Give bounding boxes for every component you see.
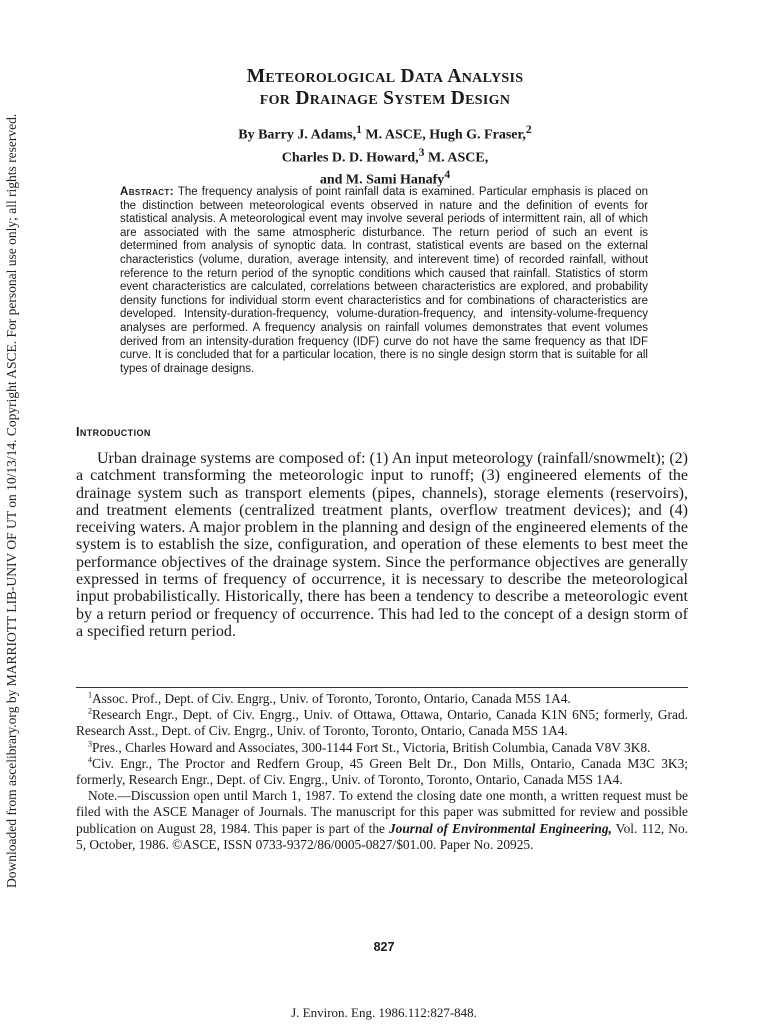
- footnote-3: $^3$Pres., Charles Howard and Associates, 300-1144 Fort St., Victoria, British Columbia, Canada V8V 3K8.: [88, 739, 651, 755]
- author-line-2: Charles D. D. Howard,$^3$ M. ASCE,: [281, 145, 489, 166]
- abstract-label: Abstract:: [120, 186, 174, 198]
- footnote-2: $^2$Research Engr., Dept. of Civ. Engrg., Univ. of Ottawa, Ottawa, Ontario, Canada K1N 6N5; formerly, Grad. Research Asst., Dept. of Civ. Engrg., Univ. of Toronto, Toronto, Ontario, Canada M5S 1A4.: [76, 706, 688, 739]
- title-line-2: for Drainage System Design: [259, 88, 511, 109]
- page-number: 827: [373, 940, 395, 954]
- introduction-heading: Introduction: [76, 425, 151, 439]
- download-watermark: Downloaded from ascelibrary.org by MARRIOTT LIB-UNIV OF UT on 10/13/14. Copyright ASCE. For personal use only; all rights reserved.: [4, 113, 19, 888]
- discussion-note: Note.—Discussion open until March 1, 1987. To extend the closing date one month, a written request must be filed with the ASCE Manager of Journals. The manuscript for this paper was submitted for review and possible publication on August 28, 1984. This paper is part of the Journal of Environmental Engineering, Vol. 112, No. 5, October, 1986. ©ASCE, ISSN 0733-9372/86/0005-0827/$01.00. Paper No. 20925.: [76, 788, 688, 852]
- abstract: [120, 186, 648, 376]
- abstract-text: The frequency analysis of point rainfall data is examined. Particular emphasis is placed on the distinction between meteorological events observed in nature and the definition of events for statistical analysis. A meteorological event may involve several periods of intermittent rain, all of which are associated with the same atmospheric disturbance. The return period of such an event is determined from analysis of synoptic data. In contrast, statistical events are based on the external characteristics (volume, duration, average intensity, and interevent time) of recorded rainfall, without reference to the return period of the synoptic conditions which caused that rainfall. Statistics of storm event characteristics are calculated, correlations between characteristics are explored, and probability density functions for individual storm event characteristics and for combinations of characteristics are developed. Intensity-duration-frequency, volume-duration-frequency, and intensity-volume-frequency analyses are performed. A frequency analysis on rainfall volumes demonstrates that event volumes derived from an intensity-duration frequency (IDF) curve do not have the same frequency as that IDF curve. It is concluded that for a particular location, there is no single design storm that is suitable for all types of drainage designs.: [120, 186, 648, 375]
- footnotes: [76, 691, 688, 853]
- footnote-1: $^1$Assoc. Prof., Dept. of Civ. Engrg., Univ. of Toronto, Toronto, Ontario, Canada M5S 1A4.: [88, 690, 571, 706]
- author-line-1: By Barry J. Adams,$^1$ M. ASCE, Hugh G. Fraser,$^2$: [238, 123, 532, 143]
- citation-footer: J. Environ. Eng. 1986.112:827-848.: [291, 1005, 477, 1020]
- introduction-paragraph: Urban drainage systems are composed of: (1) An input meteorology (rainfall/snowmelt); (2) a catchment transforming the meteorologic input to runoff; (3) engineered elements of the drainage system such as transport elements (pipes, channels), storage elements (reservoirs), and treatment elements (centralized treatment plants, overflow treatment devices); and (4) receiving waters. A major problem in the planning and design of the engineered elements of the system is to establish the size, configuration, and operation of these elements to best meet the performance objectives of the drainage system. Since the performance objectives are generally expressed in terms of frequency of occurrence, it is necessary to describe the meteorological input probabilistically. Historically, there has been a tendency to describe a meteorologic event by a return period or frequency of occurrence. This had led to the concept of a design storm of a specified return period.: [76, 450, 688, 640]
- footnote-divider: [76, 687, 688, 688]
- footnote-4: $^4$Civ. Engr., The Proctor and Redfern Group, 45 Green Belt Dr., Don Mills, Ontario, Canada M3C 3K3; formerly, Research Engr., Dept. of Civ. Engrg., Univ. of Toronto, Toronto, Ontario, Canada M5S 1A4.: [76, 755, 688, 788]
- author-list: [150, 121, 620, 189]
- author-line-3: and M. Sami Hanafy$^4$: [319, 168, 451, 188]
- title-line-1: Meteorological Data Analysis: [246, 66, 524, 87]
- paper-title: [150, 66, 620, 110]
- journal-name: Journal of Environmental Engineering,: [388, 820, 612, 836]
